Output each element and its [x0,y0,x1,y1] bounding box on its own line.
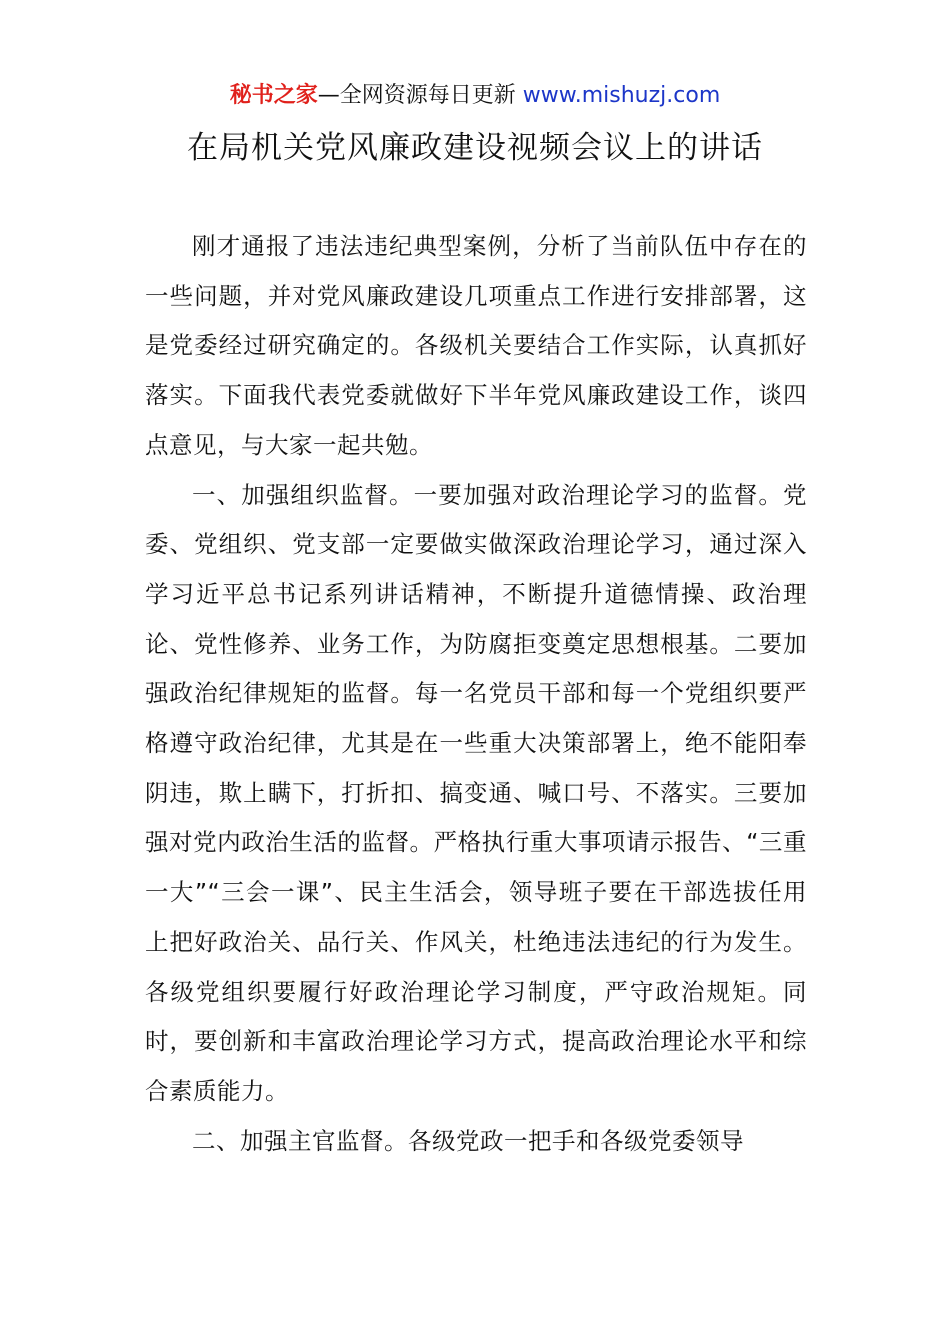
site-url-link[interactable]: www.mishuzj.com [522,83,721,108]
paragraph-intro: 刚才通报了违法违纪典型案例，分析了当前队伍中存在的一些问题，并对党风廉政建设几项重点工作进行安排部署，这是党委经过研究确定的。各级机关要结合工作实际，认真抓好落实。下面我代表党委就做好下半年党风廉政建设工作，谈四点意见，与大家一起共勉。 [145,232,807,459]
paragraph-section-two: 二、加强主官监督。各级党政一把手和各级党委领导 [192,1126,744,1155]
brand-name: 秘书之家 [229,83,318,108]
site-banner [0,80,950,112]
document-title: 在局机关党风廉政建设视频会议上的讲话 [187,130,763,166]
banner-tagline: —全网资源每日更新 [317,83,516,108]
document-body [145,222,807,1166]
paragraph-section-one: 一、加强组织监督。一要加强对政治理论学习的监督。党委、党组织、党支部一定要做实做深政治理论学习，通过深入学习近平总书记系列讲话精神，不断提升道德情操、政治理论、党性修养、业务工作，为防腐拒变奠定思想根基。二要加强政治纪律规矩的监督。每一名党员干部和每一个党组织要严格遵守政治纪律，尤其是在一些重大决策部署上，绝不能阳奉阴违，欺上瞒下，打折扣、搞变通、喊口号、不落实。三要加强对党内政治生活的监督。严格执行重大事项请示报告、“三重一大”“三会一课”、民主生活会，领导班子要在干部选拔任用上把好政治关、品行关、作风关，杜绝违法违纪的行为发生。各级党组织要履行好政治理论学习制度，严守政治规矩。同时，要创新和丰富政治理论学习方式，提高政治理论水平和综合素质能力。 [145,480,807,1105]
